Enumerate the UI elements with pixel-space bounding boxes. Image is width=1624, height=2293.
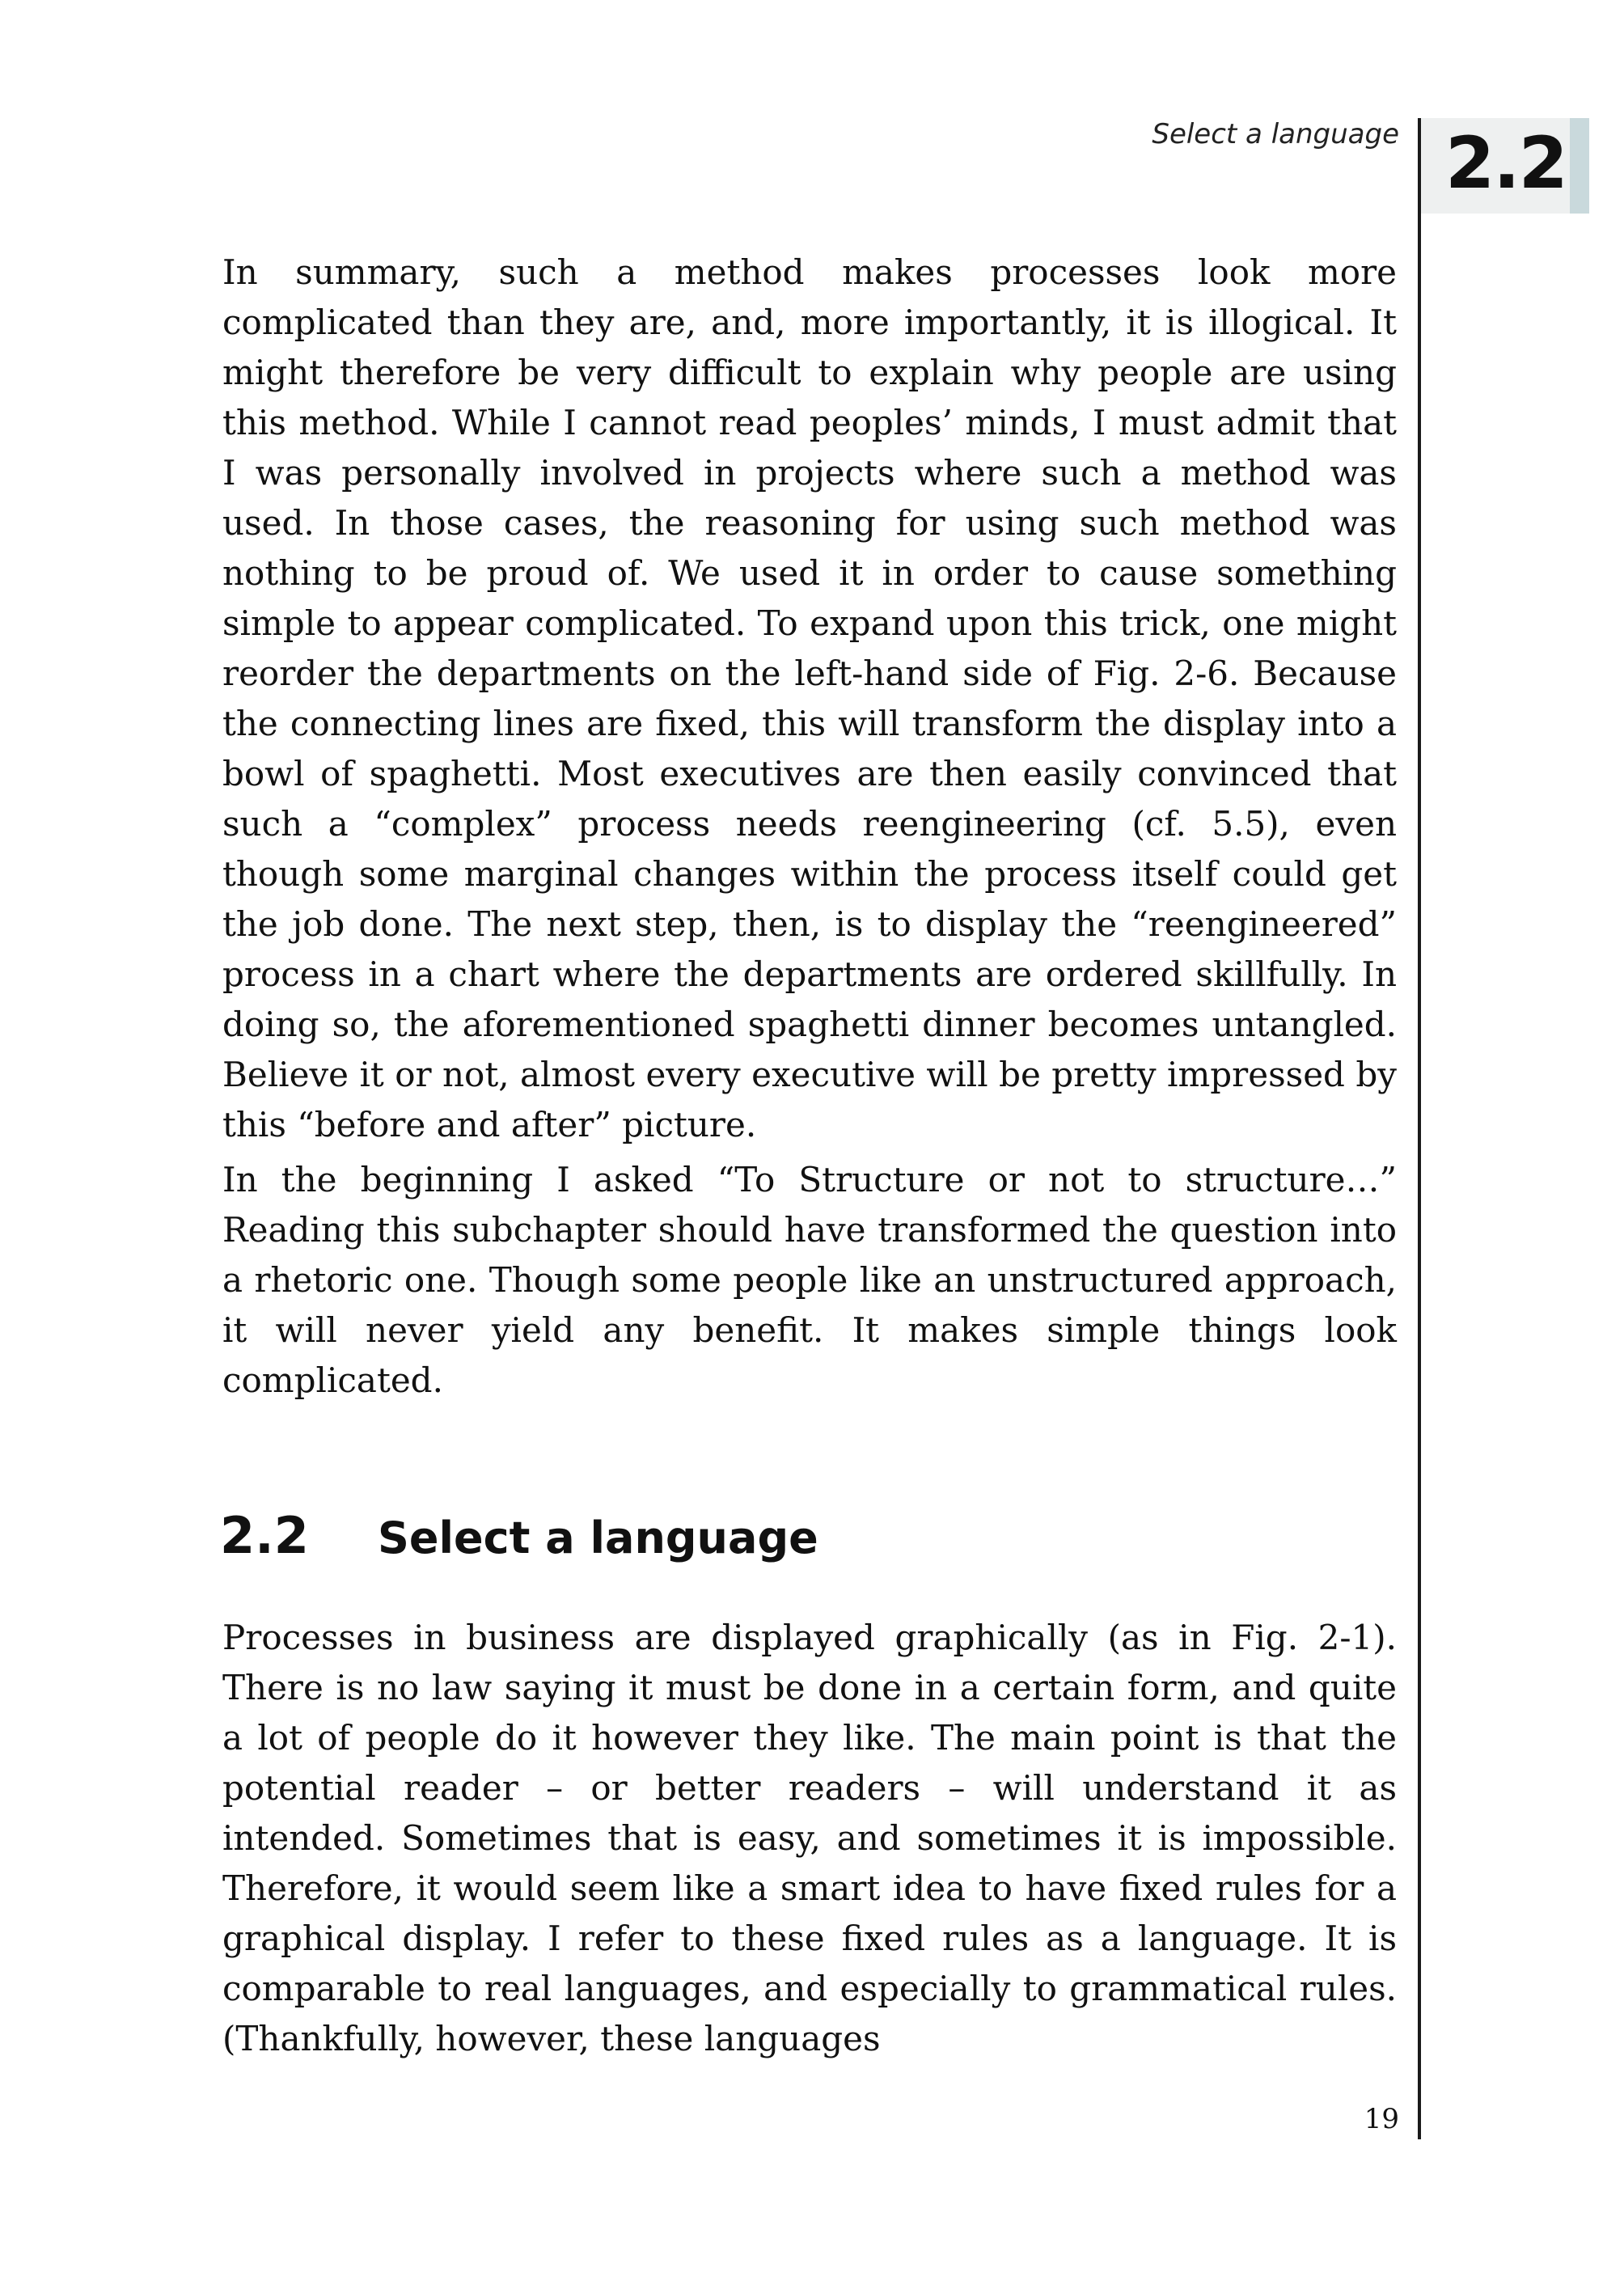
section-title: Select a language bbox=[378, 1512, 818, 1563]
body-paragraph-2: In the beginning I asked “To Structure or not to structure…” Reading this subchapter should have transformed the question into a rhetoric one. Though some people like an unstructured approach, it will never yield any benefit. It makes simple things look complicated. bbox=[222, 1160, 1397, 1400]
body-paragraph-1: In summary, such a method makes processes look more complicated than they are, and, more importantly, it is illogical. It might therefore be very difficult to explain why people are using this method. While I cannot read peoples’ minds, I must admit that I was personally involved in projects where such a method was used. In those cases, the reasoning for using such method was nothing to be proud of. We used it in order to cause something simple to appear complicated. To expand upon this trick, one might reorder the departments on the left-hand side of Fig. 2-6. Because the connecting lines are fixed, this will transform the display into a bowl of spaghetti. Most executives are then easily convinced that such a “complex” process needs reengineering (cf. 5.5), even though some marginal changes within the process itself could get the job done. The next step, then, is to display the “reengineered” process in a chart where the departments are ordered skillfully. In doing so, the aforementioned spaghetti dinner becomes untangled. Believe it or not, almost every executive will be pretty impressed by this “before and after” picture. bbox=[222, 252, 1397, 1144]
section-tab bbox=[1421, 118, 1589, 214]
section-number: 2.2 bbox=[220, 1506, 309, 1565]
margin-rule bbox=[1418, 118, 1421, 2139]
running-header-title: Select a language bbox=[1152, 118, 1399, 150]
body-paragraph-3: Processes in business are displayed graphically (as in Fig. 2-1). There is no law saying it must be done in a certain form, and quite a lot of people do it however they like. The main point is that the potential reader – or better readers – will understand it as intended. Sometimes that is easy, and sometimes it is impossible. Therefore, it would seem like a smart idea to have fixed rules for a graphical display. I refer to these fixed rules as a language. It is comparable to real languages, and especially to grammatical rules. (Thankfully, however, these languages bbox=[222, 1618, 1397, 2058]
page-number: 19 bbox=[1364, 2103, 1399, 2135]
section-heading bbox=[220, 1506, 818, 1565]
section-tab-label: 2.2 bbox=[1445, 121, 1567, 205]
